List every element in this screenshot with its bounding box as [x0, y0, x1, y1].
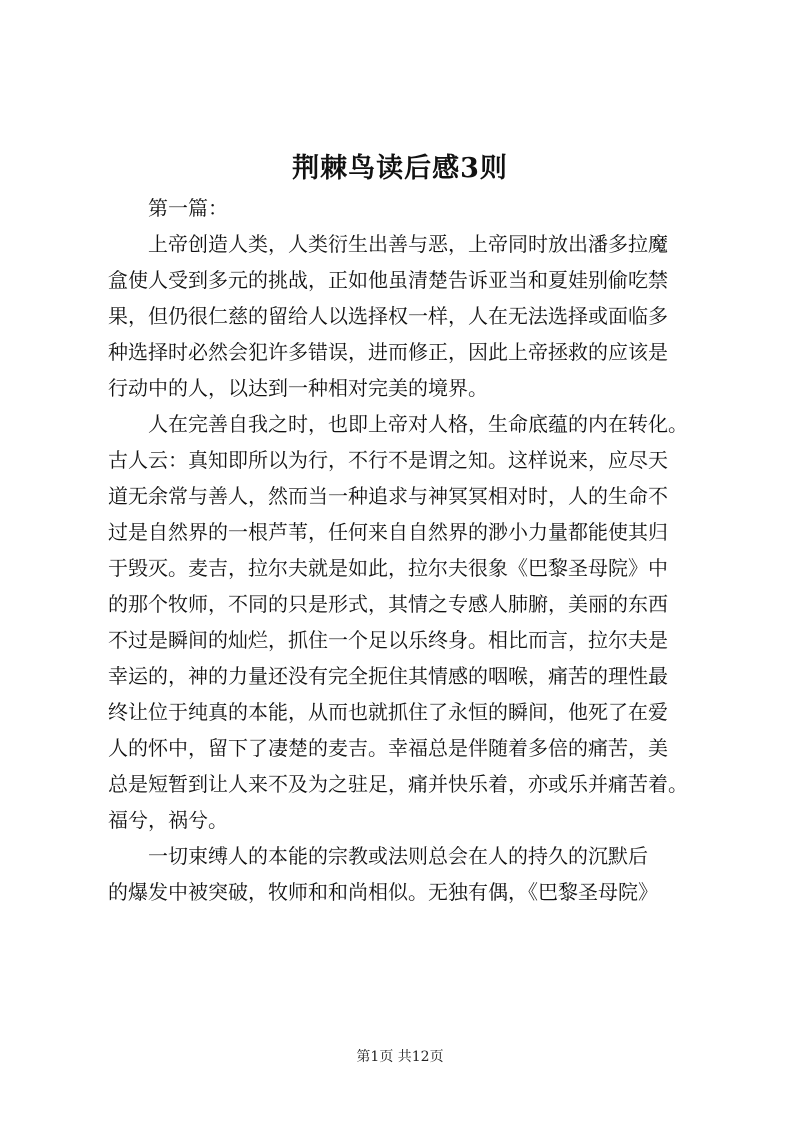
document-body [108, 190, 702, 910]
paragraph-line: 于毁灭。麦吉，拉尔夫就是如此，拉尔夫很象《巴黎圣母院》中 [108, 556, 668, 580]
paragraph-line: 行动中的人，以达到一种相对完美的境界。 [108, 376, 488, 400]
paragraph-1 [108, 226, 702, 406]
paragraph-line: 幸运的，神的力量还没有完全扼住其情感的咽喉，痛苦的理性最 [108, 664, 668, 688]
paragraph-line: 过是自然界的一根芦苇，任何来自自然界的渺小力量都能使其归 [108, 520, 668, 544]
paragraph-line: 上帝创造人类，人类衍生出善与恶，上帝同时放出潘多拉魔 [148, 232, 668, 256]
paragraph-2 [108, 406, 702, 838]
paragraph-line: 一切束缚人的本能的宗教或法则总会在人的持久的沉默后 [148, 844, 648, 868]
paragraph-line: 道无余常与善人，然而当一种追求与神冥冥相对时，人的生命不 [108, 484, 668, 508]
paragraph-line: 福兮，祸兮。 [108, 808, 228, 832]
paragraph-line: 盒使人受到多元的挑战，正如他虽清楚告诉亚当和夏娃别偷吃禁 [108, 268, 668, 292]
paragraph-line: 种选择时必然会犯许多错误，进而修正，因此上帝拯救的应该是 [108, 340, 668, 364]
paragraph-line: 古人云：真知即所以为行，不行不是谓之知。这样说来，应尽天 [108, 448, 668, 472]
paragraph-line: 人在完善自我之时，也即上帝对人格，生命底蕴的内在转化。 [148, 412, 688, 436]
paragraph-line: 不过是瞬间的灿烂，抓住一个足以乐终身。相比而言，拉尔夫是 [108, 628, 668, 652]
section-label: 第一篇： [148, 196, 228, 220]
paragraph-line: 的那个牧师，不同的只是形式，其情之专感人肺腑，美丽的东西 [108, 592, 668, 616]
paragraph-line: 果，但仍很仁慈的留给人以选择权一样，人在无法选择或面临多 [108, 304, 668, 328]
paragraph-line: 总是短暂到让人来不及为之驻足，痛并快乐着，亦或乐并痛苦着。 [108, 772, 688, 796]
paragraph-line: 终让位于纯真的本能，从而也就抓住了永恒的瞬间，他死了在爱 [108, 700, 668, 724]
page-number-footer: 第1页 共12页 [356, 1049, 444, 1065]
document-title: 荆棘鸟读后感3则 [292, 153, 508, 184]
paragraph-line: 人的怀中，留下了凄楚的麦吉。幸福总是伴随着多倍的痛苦，美 [108, 736, 668, 760]
paragraph-line: 的爆发中被突破，牧师和和尚相似。无独有偶，《巴黎圣母院》 [108, 880, 658, 904]
paragraph-3 [108, 838, 702, 910]
